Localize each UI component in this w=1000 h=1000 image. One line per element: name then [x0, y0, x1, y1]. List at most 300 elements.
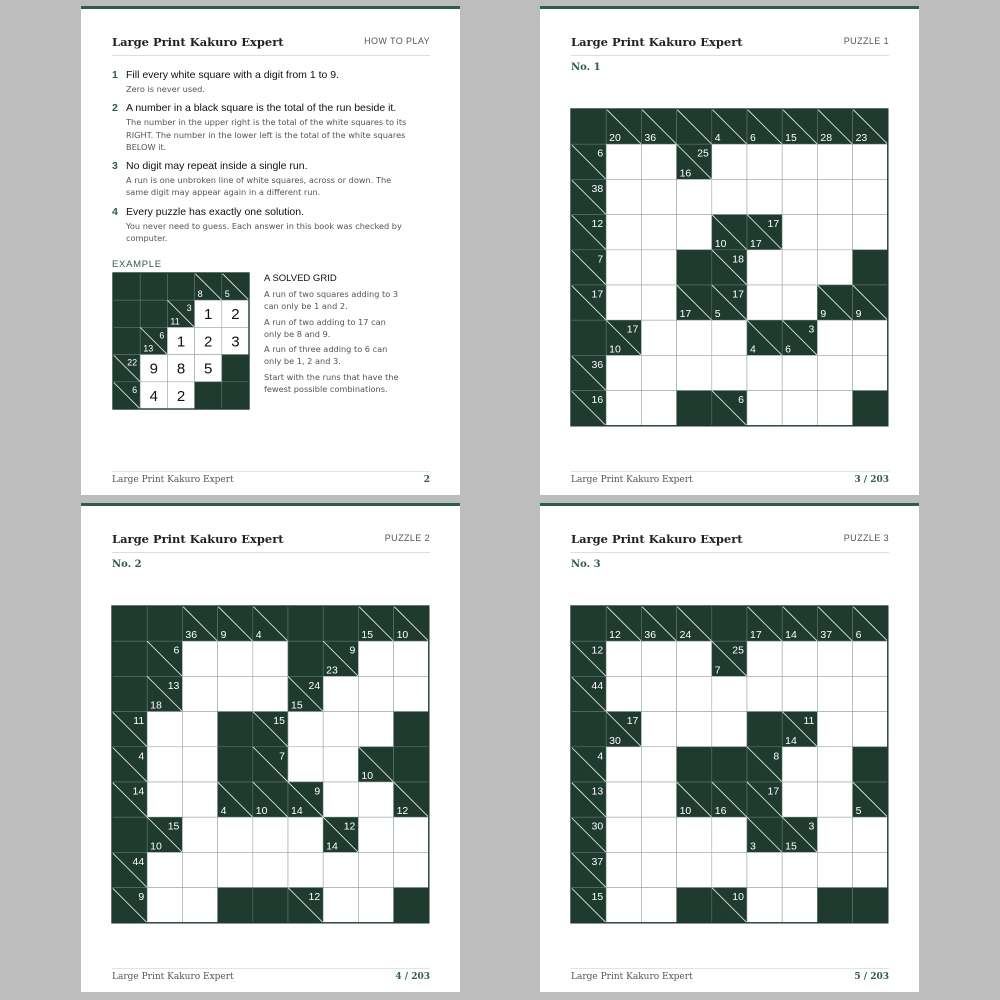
clue-cell — [218, 606, 253, 641]
clue-cell — [147, 641, 182, 676]
white-cell — [288, 747, 323, 782]
grid-svg — [570, 605, 889, 924]
white-cell — [712, 179, 747, 214]
white-cell — [147, 712, 182, 747]
white-cell — [782, 179, 817, 214]
clue-cell — [323, 641, 358, 676]
white-cell — [817, 676, 852, 711]
white-cell — [677, 817, 712, 852]
white-cell — [817, 144, 852, 179]
black-cell — [195, 382, 222, 409]
white-cell — [394, 817, 429, 852]
white-cell — [606, 888, 641, 923]
clue-cell — [571, 355, 606, 390]
clue-across: 44 — [591, 680, 604, 692]
cell-value: 4 — [149, 387, 158, 405]
white-cell — [182, 641, 217, 676]
clue-cell — [677, 606, 712, 641]
black-cell — [288, 641, 323, 676]
clue-cell — [253, 712, 288, 747]
section-label: PUZZLE 2 — [384, 533, 430, 543]
clue-down: 10 — [255, 806, 268, 818]
clue-cell — [853, 782, 888, 817]
clue-cell — [853, 109, 888, 144]
book-title: Large Print Kakuro Expert — [571, 532, 743, 546]
clue-cell — [712, 109, 747, 144]
black-cell — [218, 888, 253, 923]
clue-down: 10 — [396, 630, 409, 642]
white-cell — [747, 285, 782, 320]
black-cell — [222, 382, 249, 409]
clue-across: 17 — [732, 289, 744, 301]
clue-cell — [571, 817, 606, 852]
white-cell — [606, 179, 641, 214]
clue-cell — [853, 285, 888, 320]
clue-cell — [712, 250, 747, 285]
page-header — [571, 532, 889, 553]
clue-down: 10 — [679, 806, 692, 818]
white-cell — [817, 817, 852, 852]
clue-across: 6 — [597, 148, 604, 160]
clue-down: 30 — [609, 735, 621, 747]
clue-across: 17 — [767, 219, 780, 231]
clue-cell — [782, 712, 817, 747]
clue-cell — [571, 852, 606, 887]
black-cell — [112, 641, 147, 676]
white-cell — [218, 817, 253, 852]
clue-down: 13 — [143, 343, 154, 354]
white-cell — [606, 144, 641, 179]
clue-down: 12 — [396, 806, 409, 818]
clue-down: 6 — [749, 133, 756, 145]
example-notes — [264, 273, 404, 398]
rule-detail: A run is one unbroken line of white squares, across or down. The same digit may appear again in a different run. — [126, 175, 392, 198]
puzzle-number: No. 3 — [571, 559, 601, 570]
clue-down: 9 — [855, 309, 862, 321]
clue-cell — [677, 109, 712, 144]
white-cell — [253, 676, 288, 711]
clue-across: 4 — [138, 751, 145, 763]
note-text: A run of two squares adding to 3 can only be 1 and 2. — [264, 289, 399, 312]
clue-down: 28 — [820, 133, 833, 145]
clue-down: 5 — [224, 289, 230, 300]
rule-heading: No digit may repeat inside a single run. — [126, 160, 308, 173]
white-cell — [606, 676, 641, 711]
white-cell — [782, 782, 817, 817]
white-cell — [747, 676, 782, 711]
clue-across: 7 — [279, 751, 285, 763]
white-cell — [747, 250, 782, 285]
white-cell — [323, 782, 358, 817]
clue-cell — [358, 606, 393, 641]
cell-value: 2 — [231, 306, 240, 324]
white-cell — [394, 852, 429, 887]
clue-cell — [112, 712, 147, 747]
page-header — [112, 532, 430, 553]
black-cell — [853, 747, 888, 782]
white-cell — [182, 676, 217, 711]
clue-cell — [288, 676, 323, 711]
white-cell — [747, 355, 782, 390]
clue-cell — [747, 320, 782, 355]
clue-across: 9 — [314, 786, 321, 798]
black-cell — [747, 712, 782, 747]
black-cell — [677, 391, 712, 426]
clue-down: 3 — [749, 841, 756, 853]
rule-heading: Every puzzle has exactly one solution. — [126, 205, 305, 218]
white-cell — [641, 676, 676, 711]
clue-across: 17 — [767, 786, 780, 798]
clue-cell — [182, 606, 217, 641]
black-cell — [394, 747, 429, 782]
clue-cell — [571, 215, 606, 250]
notes-title: A SOLVED GRID — [264, 273, 337, 284]
clue-down: 9 — [220, 630, 227, 642]
clue-across: 9 — [138, 892, 145, 904]
white-cell — [817, 391, 852, 426]
white-cell — [817, 852, 852, 887]
clue-across: 16 — [591, 395, 604, 407]
clue-across: 3 — [808, 821, 815, 833]
clue-cell — [782, 320, 817, 355]
clue-down: 15 — [785, 841, 797, 853]
white-cell — [218, 852, 253, 887]
white-cell — [323, 888, 358, 923]
white-cell — [222, 300, 249, 327]
white-cell — [712, 676, 747, 711]
section-label: HOW TO PLAY — [364, 36, 430, 46]
white-cell — [641, 144, 676, 179]
white-cell — [641, 179, 676, 214]
clue-cell — [571, 179, 606, 214]
white-cell — [167, 327, 194, 354]
clue-across: 12 — [591, 645, 604, 657]
clue-across: 12 — [343, 821, 356, 833]
white-cell — [641, 747, 676, 782]
white-cell — [817, 215, 852, 250]
white-cell — [641, 817, 676, 852]
clue-across: 25 — [732, 645, 744, 657]
white-cell — [222, 327, 249, 354]
white-cell — [747, 391, 782, 426]
black-cell — [222, 355, 249, 382]
clue-cell — [571, 391, 606, 426]
clue-cell — [113, 382, 140, 409]
cell-value: 1 — [204, 306, 213, 324]
white-cell — [782, 747, 817, 782]
white-cell — [817, 712, 852, 747]
clue-down: 37 — [820, 630, 833, 642]
white-cell — [606, 285, 641, 320]
white-cell — [641, 782, 676, 817]
clue-down: 20 — [609, 133, 621, 145]
clue-across: 17 — [626, 716, 639, 728]
section-label: PUZZLE 3 — [843, 533, 889, 543]
clue-across: 36 — [591, 359, 604, 371]
clue-cell — [677, 285, 712, 320]
black-cell — [394, 712, 429, 747]
clue-cell — [782, 817, 817, 852]
puzzle-grid — [111, 605, 430, 929]
white-cell — [606, 817, 641, 852]
black-cell — [218, 747, 253, 782]
rule-item — [112, 69, 412, 95]
white-cell — [782, 355, 817, 390]
book-title: Large Print Kakuro Expert — [571, 35, 743, 49]
clue-down: 14 — [290, 806, 303, 818]
black-cell — [140, 300, 167, 327]
clue-down: 16 — [714, 806, 727, 818]
clue-across: 3 — [186, 303, 192, 314]
clue-cell — [606, 606, 641, 641]
clue-cell — [253, 782, 288, 817]
black-cell — [112, 606, 147, 641]
clue-cell — [606, 712, 641, 747]
clue-cell — [677, 782, 712, 817]
grid-svg — [111, 605, 430, 924]
clue-down: 5 — [855, 806, 862, 818]
white-cell — [853, 320, 888, 355]
cell-value: 1 — [176, 333, 186, 351]
white-cell — [782, 641, 817, 676]
white-cell — [677, 355, 712, 390]
clue-down: 14 — [785, 630, 797, 642]
rule-detail: Zero is never used. — [126, 84, 205, 94]
clue-cell — [641, 109, 676, 144]
white-cell — [288, 712, 323, 747]
clue-down: 17 — [679, 309, 692, 321]
clue-down: 6 — [785, 344, 792, 356]
cell-value: 2 — [176, 387, 186, 405]
clue-cell — [712, 888, 747, 923]
clue-down: 18 — [150, 700, 162, 712]
page-header — [571, 35, 889, 56]
page-number: 4 / 203 — [395, 972, 430, 982]
white-cell — [817, 782, 852, 817]
white-cell — [817, 641, 852, 676]
clue-across: 13 — [167, 680, 180, 692]
white-cell — [677, 641, 712, 676]
white-cell — [606, 215, 641, 250]
clue-down: 10 — [361, 770, 374, 782]
puzzle-grid — [570, 605, 889, 929]
clue-cell — [747, 817, 782, 852]
white-cell — [195, 327, 222, 354]
black-cell — [218, 712, 253, 747]
footer-title: Large Print Kakuro Expert — [571, 972, 693, 982]
clue-cell — [606, 320, 641, 355]
clue-down: 11 — [170, 316, 180, 327]
white-cell — [606, 852, 641, 887]
white-cell — [677, 320, 712, 355]
clue-cell — [112, 888, 147, 923]
black-cell — [571, 320, 606, 355]
rule-number: 3 — [112, 160, 118, 173]
rule-heading: A number in a black square is the total of the run beside it. — [126, 102, 397, 115]
clue-down: 14 — [326, 841, 338, 853]
white-cell — [782, 391, 817, 426]
page-footer — [571, 968, 889, 983]
white-cell — [641, 391, 676, 426]
clue-cell — [712, 285, 747, 320]
white-cell — [747, 641, 782, 676]
white-cell — [358, 676, 393, 711]
clue-across: 6 — [173, 645, 180, 657]
white-cell — [782, 285, 817, 320]
white-cell — [182, 888, 217, 923]
page-footer — [112, 471, 430, 486]
white-cell — [288, 852, 323, 887]
page-number: 5 / 203 — [854, 972, 889, 982]
white-cell — [782, 676, 817, 711]
clue-down: 4 — [714, 133, 721, 145]
clue-across: 3 — [808, 324, 815, 336]
white-cell — [747, 852, 782, 887]
black-cell — [112, 817, 147, 852]
clue-across: 17 — [626, 324, 639, 336]
white-cell — [140, 355, 167, 382]
clue-across: 7 — [597, 254, 604, 266]
white-cell — [606, 641, 641, 676]
white-cell — [147, 888, 182, 923]
white-cell — [677, 852, 712, 887]
clue-cell — [167, 300, 194, 327]
clue-down: 15 — [290, 700, 303, 712]
clue-cell — [571, 676, 606, 711]
white-cell — [853, 144, 888, 179]
clue-cell — [747, 782, 782, 817]
rule-detail: You never need to guess. Each answer in this book was checked by computer. — [126, 220, 402, 244]
white-cell — [147, 852, 182, 887]
clue-across: 44 — [132, 856, 145, 868]
clue-down: 15 — [785, 133, 797, 145]
white-cell — [677, 179, 712, 214]
white-cell — [323, 747, 358, 782]
clue-down: 17 — [749, 630, 762, 642]
clue-down: 17 — [749, 238, 762, 250]
white-cell — [358, 641, 393, 676]
clue-cell — [571, 888, 606, 923]
clue-down: 10 — [714, 238, 727, 250]
clue-cell — [218, 782, 253, 817]
note-text: Start with the runs that have the fewest possible combinations. — [264, 371, 399, 395]
clue-cell — [323, 817, 358, 852]
white-cell — [167, 382, 194, 409]
clue-across: 14 — [132, 786, 145, 798]
white-cell — [853, 179, 888, 214]
white-cell — [782, 250, 817, 285]
rule-item — [112, 102, 412, 153]
white-cell — [817, 179, 852, 214]
clue-across: 24 — [308, 680, 321, 692]
white-cell — [358, 888, 393, 923]
clue-cell — [782, 109, 817, 144]
black-cell — [853, 888, 888, 923]
clue-down: 12 — [609, 630, 621, 642]
clue-cell — [571, 285, 606, 320]
clue-across: 6 — [738, 395, 744, 407]
clue-down: 16 — [679, 168, 692, 180]
clue-across: 15 — [591, 892, 604, 904]
section-label: PUZZLE 1 — [843, 36, 889, 46]
rule-detail: The number in the upper right is the total of the white squares to its RIGHT. The number in the lower left is the total of the white squares BELOW it. — [126, 117, 407, 152]
white-cell — [641, 320, 676, 355]
white-cell — [358, 852, 393, 887]
white-cell — [747, 888, 782, 923]
black-cell — [712, 606, 747, 641]
clue-down: 10 — [150, 841, 162, 853]
black-cell — [817, 888, 852, 923]
white-cell — [218, 641, 253, 676]
example-grid — [112, 272, 250, 415]
clue-cell — [712, 215, 747, 250]
clue-down: 8 — [197, 289, 203, 300]
clue-cell — [677, 144, 712, 179]
example-label: EXAMPLE — [112, 259, 162, 270]
white-cell — [606, 782, 641, 817]
clue-across: 30 — [591, 821, 604, 833]
clue-cell — [606, 109, 641, 144]
clue-cell — [853, 606, 888, 641]
white-cell — [358, 817, 393, 852]
white-cell — [782, 852, 817, 887]
footer-title: Large Print Kakuro Expert — [112, 475, 234, 485]
rule-item — [112, 206, 412, 245]
white-cell — [641, 250, 676, 285]
white-cell — [712, 817, 747, 852]
clue-across: 25 — [697, 148, 709, 160]
clue-cell — [571, 747, 606, 782]
white-cell — [641, 215, 676, 250]
clue-down: 6 — [855, 630, 862, 642]
white-cell — [394, 641, 429, 676]
clue-across: 12 — [591, 219, 604, 231]
white-cell — [606, 391, 641, 426]
white-cell — [358, 782, 393, 817]
clue-cell — [112, 782, 147, 817]
black-cell — [853, 250, 888, 285]
clue-cell — [712, 782, 747, 817]
white-cell — [253, 852, 288, 887]
page-footer — [112, 968, 430, 983]
white-cell — [323, 852, 358, 887]
white-cell — [853, 641, 888, 676]
page-puzzle-2 — [81, 503, 460, 992]
clue-cell — [782, 606, 817, 641]
page-number: 2 — [423, 475, 430, 485]
white-cell — [606, 355, 641, 390]
black-cell — [853, 391, 888, 426]
black-cell — [113, 300, 140, 327]
white-cell — [641, 285, 676, 320]
clue-cell — [253, 747, 288, 782]
clue-across: 4 — [597, 751, 604, 763]
white-cell — [641, 355, 676, 390]
white-cell — [817, 747, 852, 782]
clue-cell — [222, 273, 249, 300]
rule-number: 1 — [112, 69, 118, 81]
white-cell — [712, 355, 747, 390]
clue-across: 37 — [591, 856, 604, 868]
white-cell — [641, 852, 676, 887]
puzzle-number: No. 1 — [571, 62, 601, 73]
white-cell — [182, 747, 217, 782]
clue-across: 6 — [132, 384, 138, 395]
clue-cell — [712, 641, 747, 676]
clue-cell — [140, 327, 167, 354]
clue-across: 13 — [591, 786, 604, 798]
footer-title: Large Print Kakuro Expert — [112, 972, 234, 982]
